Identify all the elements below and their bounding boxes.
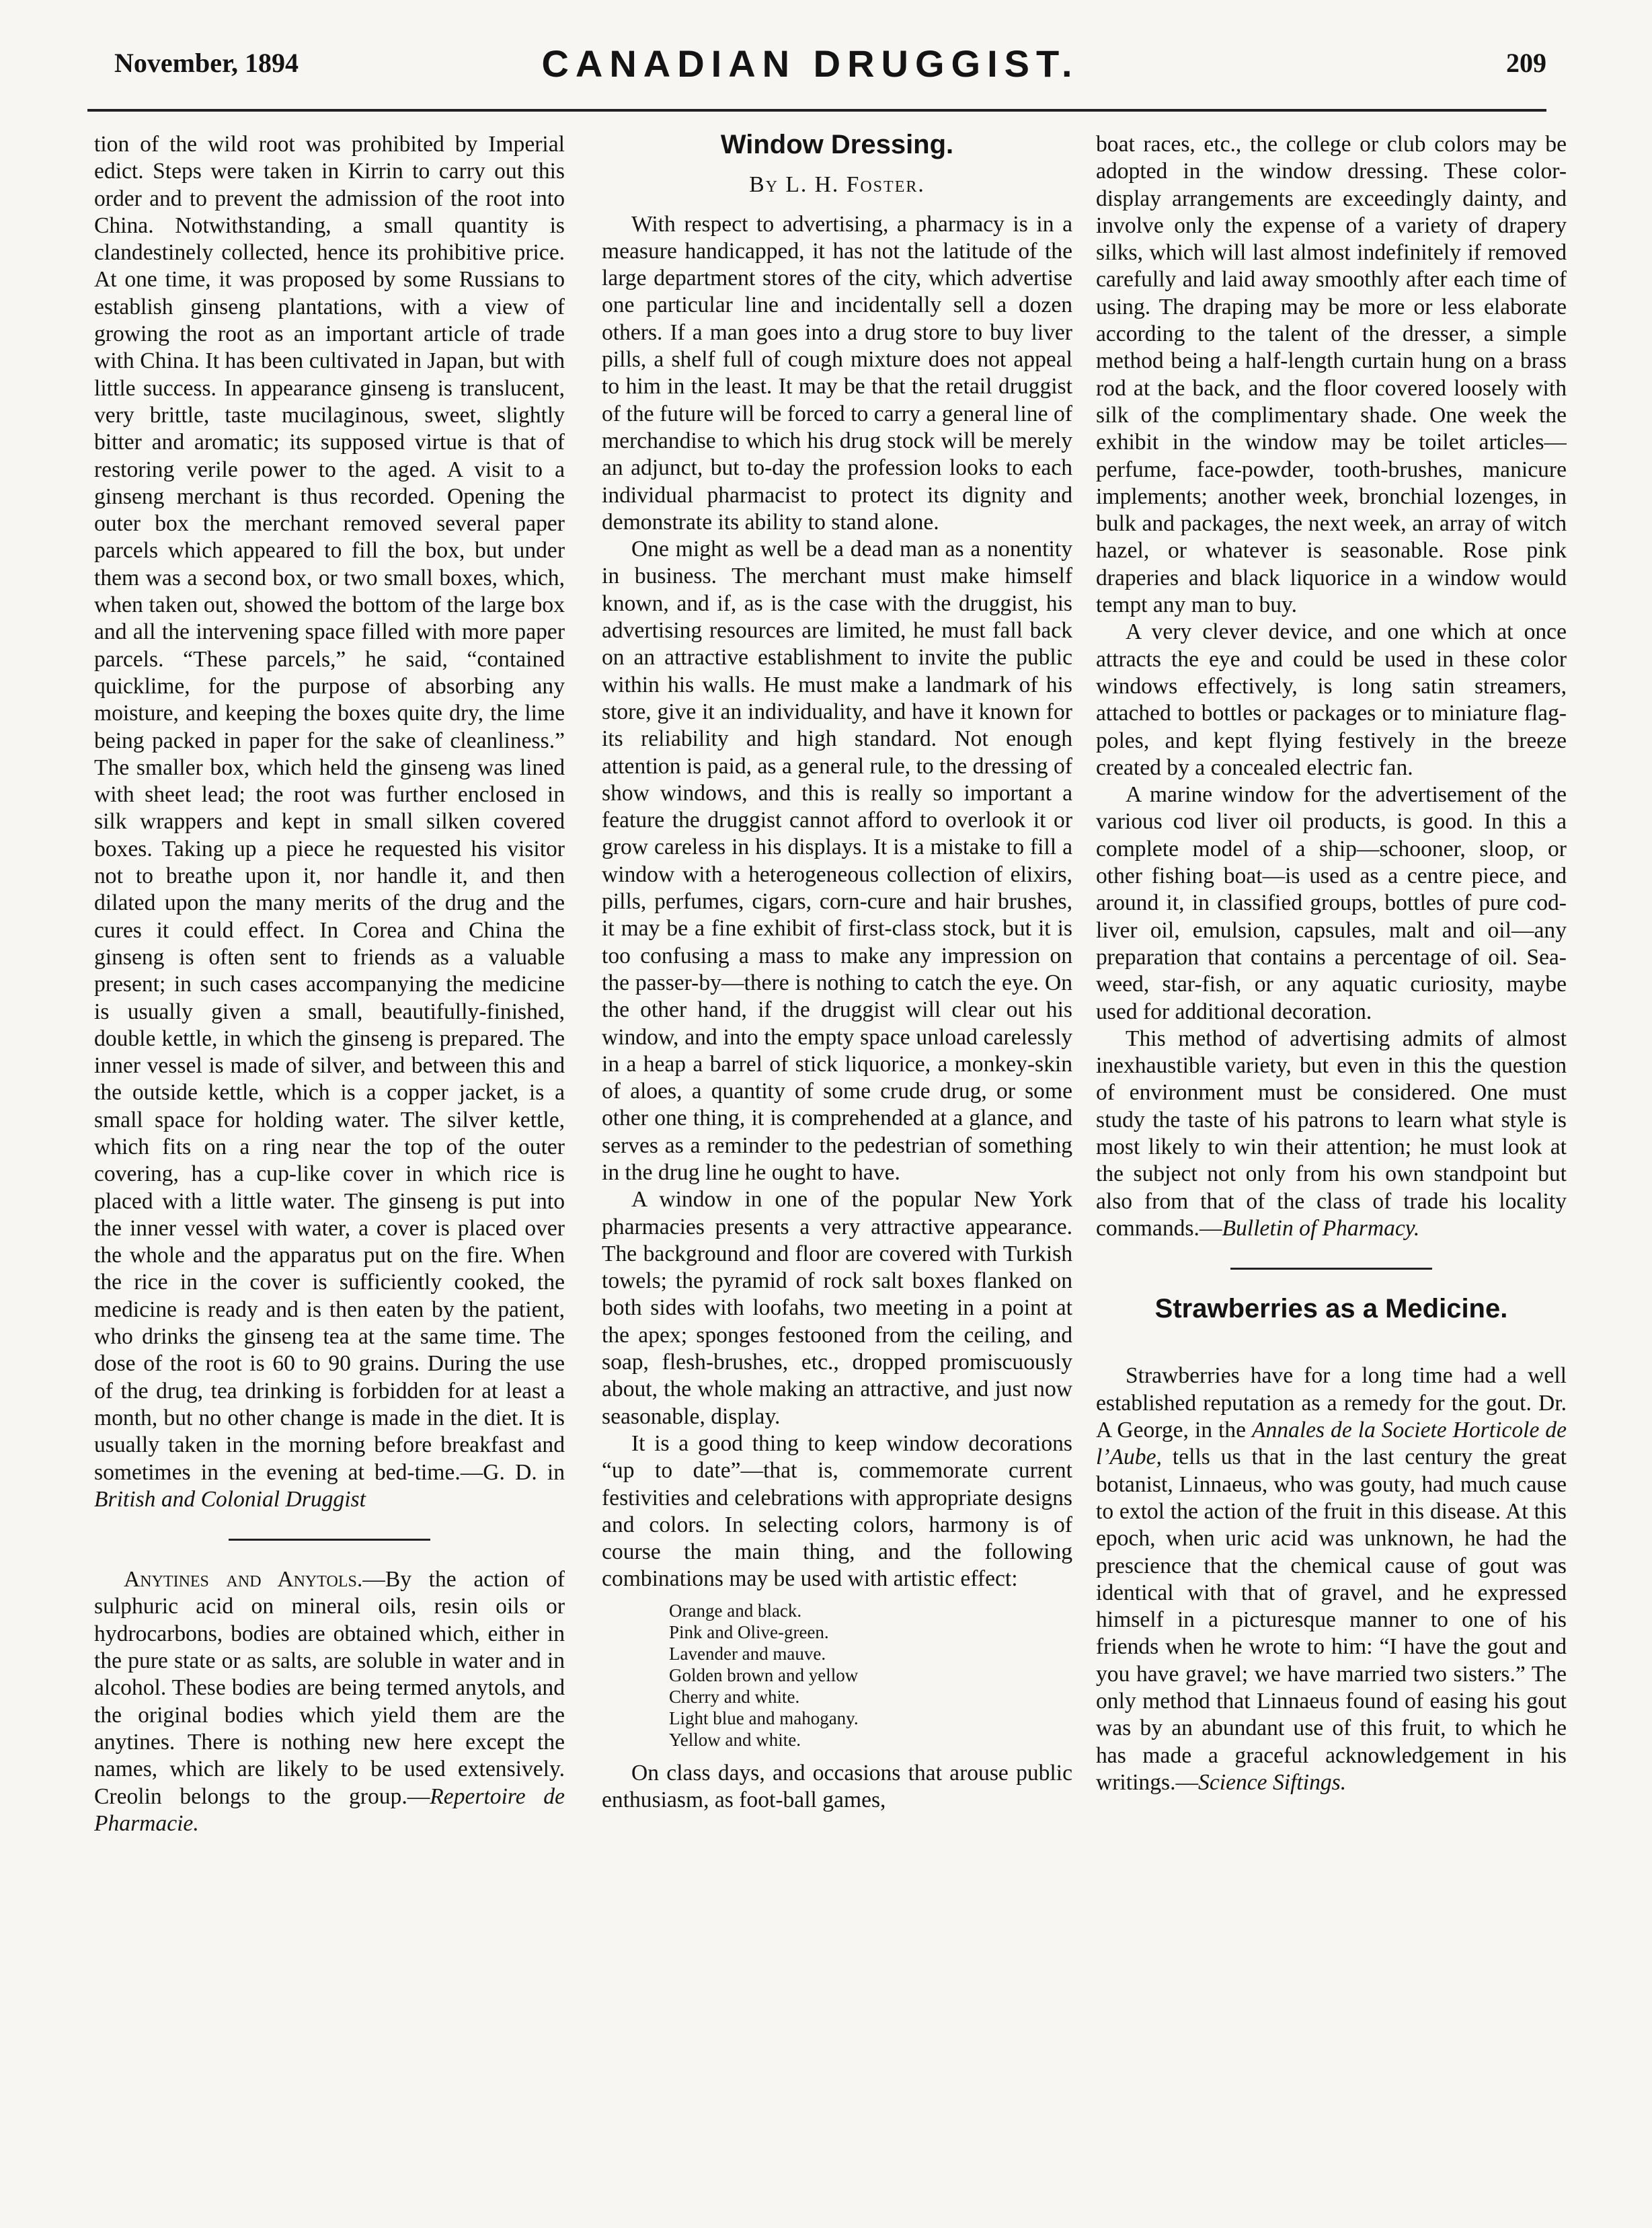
window-dressing-paragraph-5: On class days, and occasions that arouse public enthusiasm, as foot-ball games,	[602, 1760, 1072, 1813]
window-dressing-paragraph-3: A window in one of the popular New York pharmacies presents a very attractive appearance. The background and floor are covered with Turkish towels; the pyramid of rock salt boxes flanked on both sides with loofahs, two meeting in a point at the apex; sponges festooned from the ceiling, and soap, flesh-brushes, etc., dropped promiscuously about, the whole making an attractive, and just now seasonable, display.	[602, 1187, 1072, 1429]
window-dressing-paragraph-4: It is a good thing to keep window decorations “up to date”—that is, commemorate current festivities and celebrations with appropriate designs and colors. In selecting colors, harmony is of course the main thing, and the following combinations may be used with artistic effect:	[602, 1430, 1072, 1592]
strawberries-text-1: Strawberries have for a long time had a well established reputation as a remedy for the gout. Dr. A George, in the	[1096, 1363, 1567, 1443]
color-combination-item: Pink and Olive-green.	[669, 1621, 829, 1642]
anytines-text: —By the action of sulphuric acid on mineral oils, resin oils or hydrocarbons, bodies are obtained which, either in the pure state or as salts, are soluble in water and in alcohol. These bodies are being termed anytols, and the original bodies which yield them are the anytines. There is nothing new here except the names, which are likely to be used extensively. Creolin belongs to the group.—	[94, 1567, 565, 1809]
strawberries-paragraph	[1096, 1362, 1567, 1796]
window-dressing-paragraph-8: A marine window for the advertisement of the various cod liver oil products, is good. In this a complete model of a ship—schooner, sloop, or other fishing boat—is used as a centre piece, and around it, in classified groups, bottles of pure cod-liver oil, emulsion, capsules, malt and oil—any preparation that contains a percentage of oil. Sea-weed, star-fish, or any aquatic curiosity, maybe used for additional decoration.	[1096, 782, 1567, 1024]
article-divider	[1230, 1268, 1432, 1270]
page-number: 209	[1506, 48, 1546, 78]
anytines-article	[94, 1566, 565, 1837]
anytines-heading: Anytines and Anytols.	[124, 1567, 363, 1592]
journal-name: Annales de la Societe Horticole de l’Aube,	[1096, 1418, 1567, 1470]
column-2	[602, 131, 1072, 2202]
window-dressing-paragraph-9	[1096, 1026, 1567, 1242]
window-dressing-paragraph-6: boat races, etc., the college or club colors may be adopted in the window dressing. These color-display arrangements are exceedingly dainty, and involve only the expense of a variety of drapery silks, which will last almost indefinitely if removed carefully and laid away smoothly after each time of using. The draping may be more or less elaborate according to the talent of the dresser, a simple method being a half-length curtain hung on a brass rod at the back, and the floor covered loosely with silk of the complimentary shade. One week the exhibit in the window may be toilet articles—perfume, face-powder, tooth-brushes, manicure implements; another week, bronchial lozenges, in bulk and packages, the next week, an array of witch hazel, or whatever is seasonable. Rose pink draperies and black liquorice in a window would tempt any man to buy.	[1096, 132, 1567, 618]
window-dressing-source: Bulletin of Pharmacy.	[1222, 1215, 1420, 1241]
window-dressing-title: Window Dressing.	[720, 131, 954, 159]
color-combination-item: Yellow and white.	[669, 1729, 801, 1750]
ginseng-article-continuation	[94, 131, 565, 1513]
header-rule	[87, 109, 1546, 112]
page-header	[74, 42, 1546, 109]
author-byline: By L. H. Foster.	[749, 172, 925, 198]
ginseng-source: British and Colonial Druggist	[94, 1486, 366, 1512]
color-combination-item: Lavender and mauve.	[669, 1643, 826, 1664]
window-dressing-paragraph-7: A very clever device, and one which at once attracts the eye and could be used in these color windows effectively, is long satin streamers, attached to bottles or packages or to miniature flag-poles, and kept flying festively in the breeze created by a concealed electric fan.	[1096, 619, 1567, 780]
strawberries-title: Strawberries as a Medicine.	[1154, 1294, 1508, 1324]
color-combination-item: Golden brown and yellow	[669, 1664, 859, 1685]
spacer	[1096, 1336, 1567, 1362]
strawberries-text-2: tells us that in the last century the great botanist, Linnaeus, who was gouty, had much cause to extol the action of the fruit in this disease. At this epoch, when uric acid was unknown, he had the prescience that the chemical cause of gout was identical with that of gravel, and he expressed himself in a picturesque manner to one of his friends when he wrote to him: “I have the gout and you have gravel; we have married two sisters.” The only method that Linnaeus found of easing his gout was by an abundant use of this fruit, to which he has made a graceful acknowledgement in his writings.—	[1096, 1445, 1567, 1795]
strawberries-source: Science Siftings.	[1198, 1769, 1347, 1795]
window-dressing-closing-text: This method of advertising admits of almost inexhaustible variety, but even in this the question of environment must be considered. One must study the taste of his patrons to learn what style is most likely to win their attention; he must look at the subject not only from his own standpoint but also from that of the class of trade his locality commands.—	[1096, 1026, 1567, 1241]
article-divider	[229, 1539, 430, 1541]
color-combinations-list	[669, 1600, 1072, 1751]
publication-title: CANADIAN DRUGGIST.	[541, 42, 1079, 85]
ginseng-text: tion of the wild root was prohibited by Imperial edict. Steps were taken in Kirrin to carry out this order and to prevent the admission of the root into China. Notwithstanding, a small quantity is clandestinely collected, hence its prohibitive price. At one time, it was proposed by some Russians to establish ginseng plantations, with a view of growing the root as an important article of trade with China. It has been cultivated in Japan, but with little success. In appearance ginseng is translucent, very brittle, taste mucilaginous, sweet, slightly bitter and aromatic; its supposed virtue is that of restoring verile power to the aged. A visit to a ginseng merchant is thus recorded. Opening the outer box the merchant removed several paper parcels which appeared to fill the box, but under them was a second box, or two small boxes, which, when taken out, showed the bottom of the large box and all the intervening space filled with more paper parcels. “These parcels,” he said, “contained quicklime, for the purpose of absorbing any moisture, and keeping the boxes quite dry, the lime being packed in paper for the sake of cleanliness.” The smaller box, which held the ginseng was lined with sheet lead; the root was further enclosed in silk wrappers and kept in small silken covered boxes. Taking up a piece he requested his visitor not to breathe upon it, nor handle it, and then dilated upon the many merits of the drug and the cures it could effect. In Corea and China the ginseng is often sent to friends as a valuable present; in such cases accompanying the medicine is usually given a small, beautifully-finished, double kettle, in which the ginseng is prepared. The inner vessel is made of silver, and between this and the outside kettle, which is a copper jacket, is a small space for holding water. The silver kettle, which fits on a ring near the top of the outer covering, has a cup-like cover in which rice is placed with a little water. The ginseng is put into the inner vessel with water, a cover is placed over the whole and the apparatus put on the fire. When the rice in the cover is sufficiently cooked, the medicine is ready and is then eaten by the patient, who drinks the ginseng tea at the same time. The dose of the root is 60 to 90 grains. During the use of the drug, tea drinking is forbidden for at least a month, but no other change is made in the diet. It is usually taken in the morning before breakfast and sometimes in the evening at bed-time.—G. D. in	[94, 132, 565, 1485]
color-combination-item: Light blue and mahogany.	[669, 1707, 859, 1728]
column-1	[94, 131, 565, 2202]
color-combination-item: Cherry and white.	[669, 1686, 800, 1707]
window-dressing-paragraph-2: One might as well be a dead man as a nonentity in business. The merchant must make himself known, and if, as is the case with the druggist, his advertising resources are limited, he must fall back on an attractive establishment to invite the public within his walls. He must make a landmark of his store, give it an individuality, and have it known for its reliability and high standard. Not enough attention is paid, as a general rule, to the dressing of show windows, and this is really so important a feature the druggist cannot afford to overlook it or grow careless in his displays. It is a mistake to fill a window with a heterogeneous collection of elixirs, pills, perfumes, cigars, corn-cure and hair brushes, it may be a fine exhibit of first-class stock, but it is too confusing a mass to make any impression on the passer-by—there is nothing to catch the eye. On the other hand, if the druggist will clear out his window, and into the empty space unload carelessly in a heap a barrel of stick liquorice, a monkey-skin of aloes, a quantity of some crude drug, or some other one thing, it is comprehended at a glance, and serves as a reminder to the pedestrian of something in the drug line he ought to have.	[602, 537, 1072, 1185]
column-3	[1096, 131, 1567, 2202]
issue-date: November, 1894	[114, 48, 299, 78]
window-dressing-paragraph-1: With respect to advertising, a pharmacy is in a measure handicapped, it has not the latitude of the large department stores of the city, which advertise one particular line and incidentally sell a dozen others. If a man goes into a drug store to buy liver pills, a shelf full of cough mixture does not appeal to him in the least. It may be that the retail druggist of the future will be forced to carry a general line of merchandise to which his drug stock will be merely an adjunct, but to-day the profession looks to each individual pharmacist to protect its dignity and demonstrate its ability to stand alone.	[602, 211, 1072, 535]
color-combination-item: Orange and black.	[669, 1600, 802, 1621]
anytines-source: Repertoire de Pharmacie.	[94, 1783, 565, 1836]
